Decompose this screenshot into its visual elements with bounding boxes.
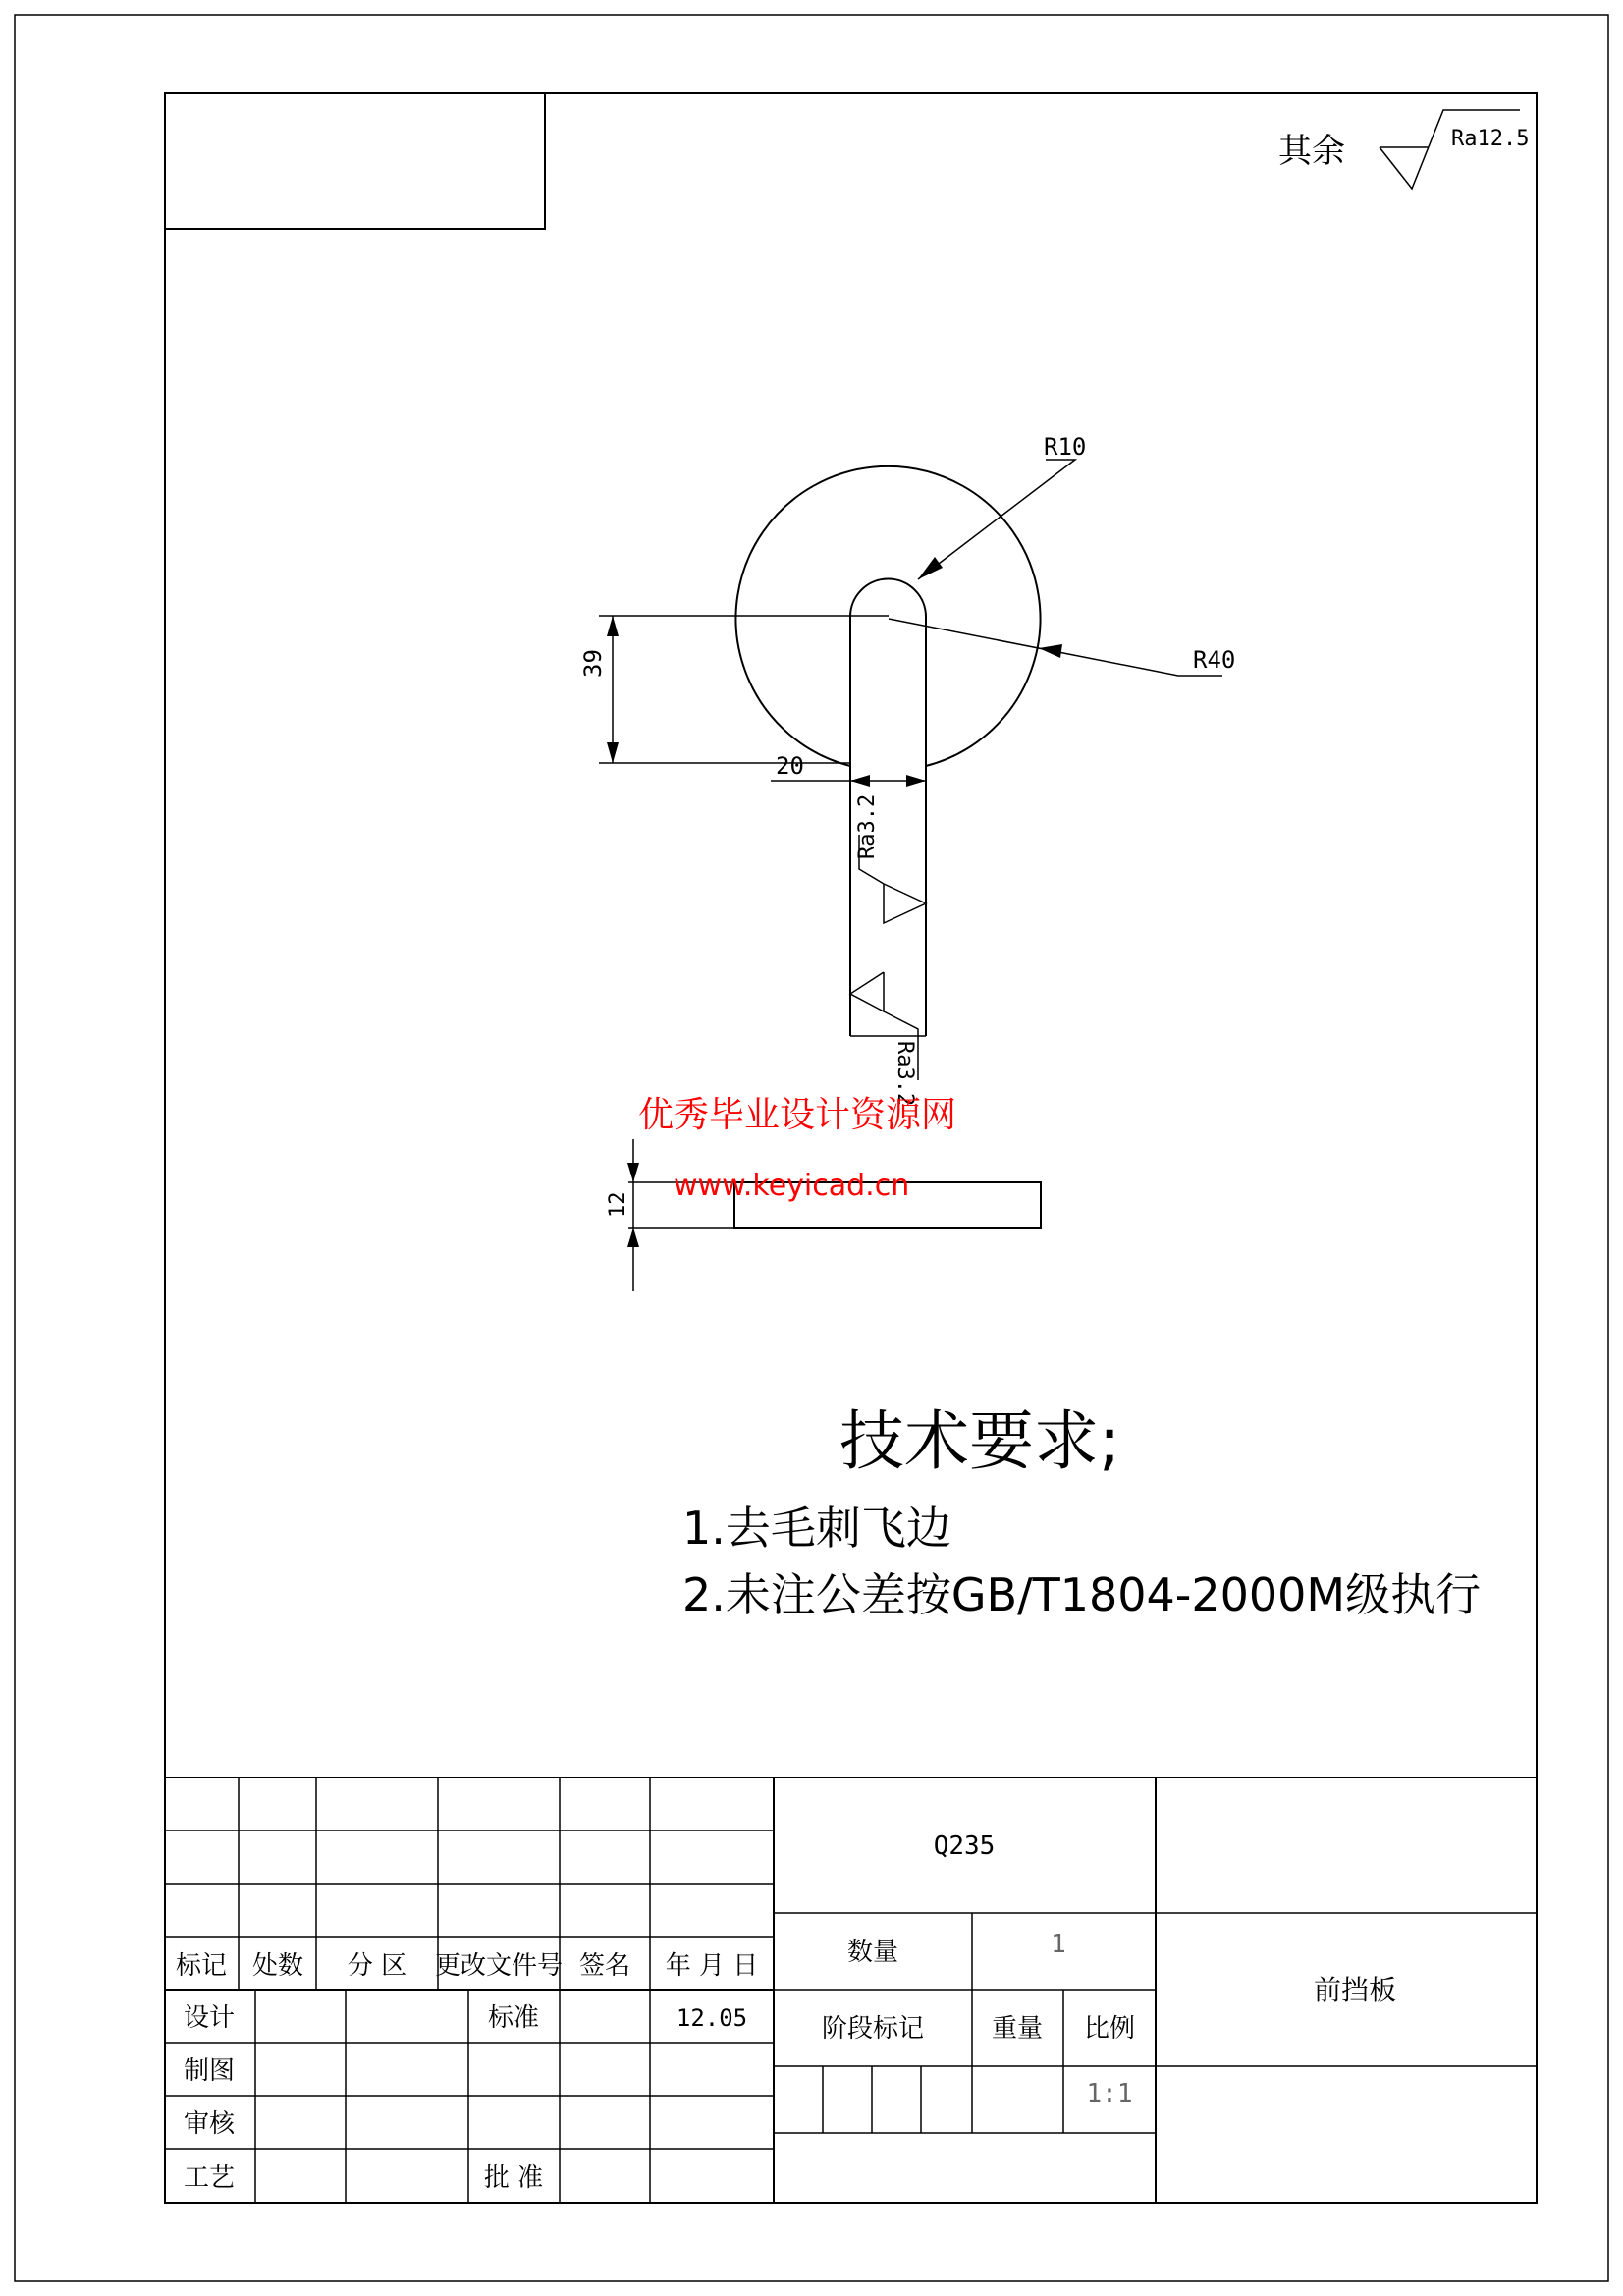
radius-large-label: R40	[1193, 646, 1236, 674]
r10-arrow-icon	[918, 557, 943, 579]
watermark-line1: 优秀毕业设计资源网	[638, 1095, 957, 1135]
label-standard: 标准	[487, 2003, 540, 2033]
surface-note-roughness: Ra12.5	[1451, 127, 1530, 151]
material: Q235	[933, 1831, 996, 1861]
r40-arrow-icon	[1039, 644, 1062, 658]
hdr-mark: 标记	[175, 1951, 228, 1981]
label-weight: 重量	[991, 2014, 1044, 2044]
tech-item-1: 1.去毛刺飞边	[682, 1502, 951, 1555]
label-stage: 阶段标记	[821, 2014, 925, 2044]
hdr-signature: 签名	[578, 1951, 631, 1981]
label-review: 审核	[183, 2109, 236, 2139]
date-value: 12.05	[676, 2004, 748, 2032]
inner-frame	[165, 93, 1537, 2203]
surface-note-prefix: 其余	[1278, 132, 1345, 171]
dim-width-label: 20	[776, 752, 804, 780]
dim-height-label: 39	[579, 649, 607, 678]
label-scale: 比例	[1083, 2014, 1136, 2044]
dim-thickness-label: 12	[606, 1191, 630, 1218]
watermark-line2: www.keyicad.cn	[674, 1169, 910, 1203]
label-design: 设计	[183, 2003, 236, 2033]
code-box	[165, 93, 545, 229]
hdr-change-doc: 更改文件号	[434, 1951, 564, 1981]
outer-border	[15, 15, 1608, 2281]
roughness-slot-lower: Ra3.2	[893, 1041, 917, 1107]
hdr-date: 年 月 日	[665, 1951, 759, 1981]
label-drawing: 制图	[183, 2056, 236, 2086]
tech-item-2: 2.未注公差按GB/T1804-2000M级执行	[682, 1568, 1482, 1621]
quantity-value: 1	[1051, 1930, 1066, 1959]
label-process: 工艺	[183, 2163, 236, 2193]
label-quantity: 数量	[846, 1938, 899, 1967]
front-view	[735, 466, 1040, 1036]
hdr-zone: 分 区	[347, 1951, 407, 1981]
dim-12	[627, 1139, 734, 1291]
radius-small-label: R10	[1044, 433, 1087, 461]
r10-leader	[918, 460, 1075, 579]
label-approve: 批 准	[483, 2163, 544, 2193]
part-name: 前挡板	[1313, 1974, 1397, 2006]
scale-value: 1:1	[1086, 2079, 1133, 2108]
dim-39	[599, 616, 889, 763]
roughness-slot-upper: Ra3.2	[855, 793, 880, 859]
hdr-count: 处数	[251, 1951, 304, 1981]
tech-title: 技术要求;	[839, 1403, 1121, 1479]
